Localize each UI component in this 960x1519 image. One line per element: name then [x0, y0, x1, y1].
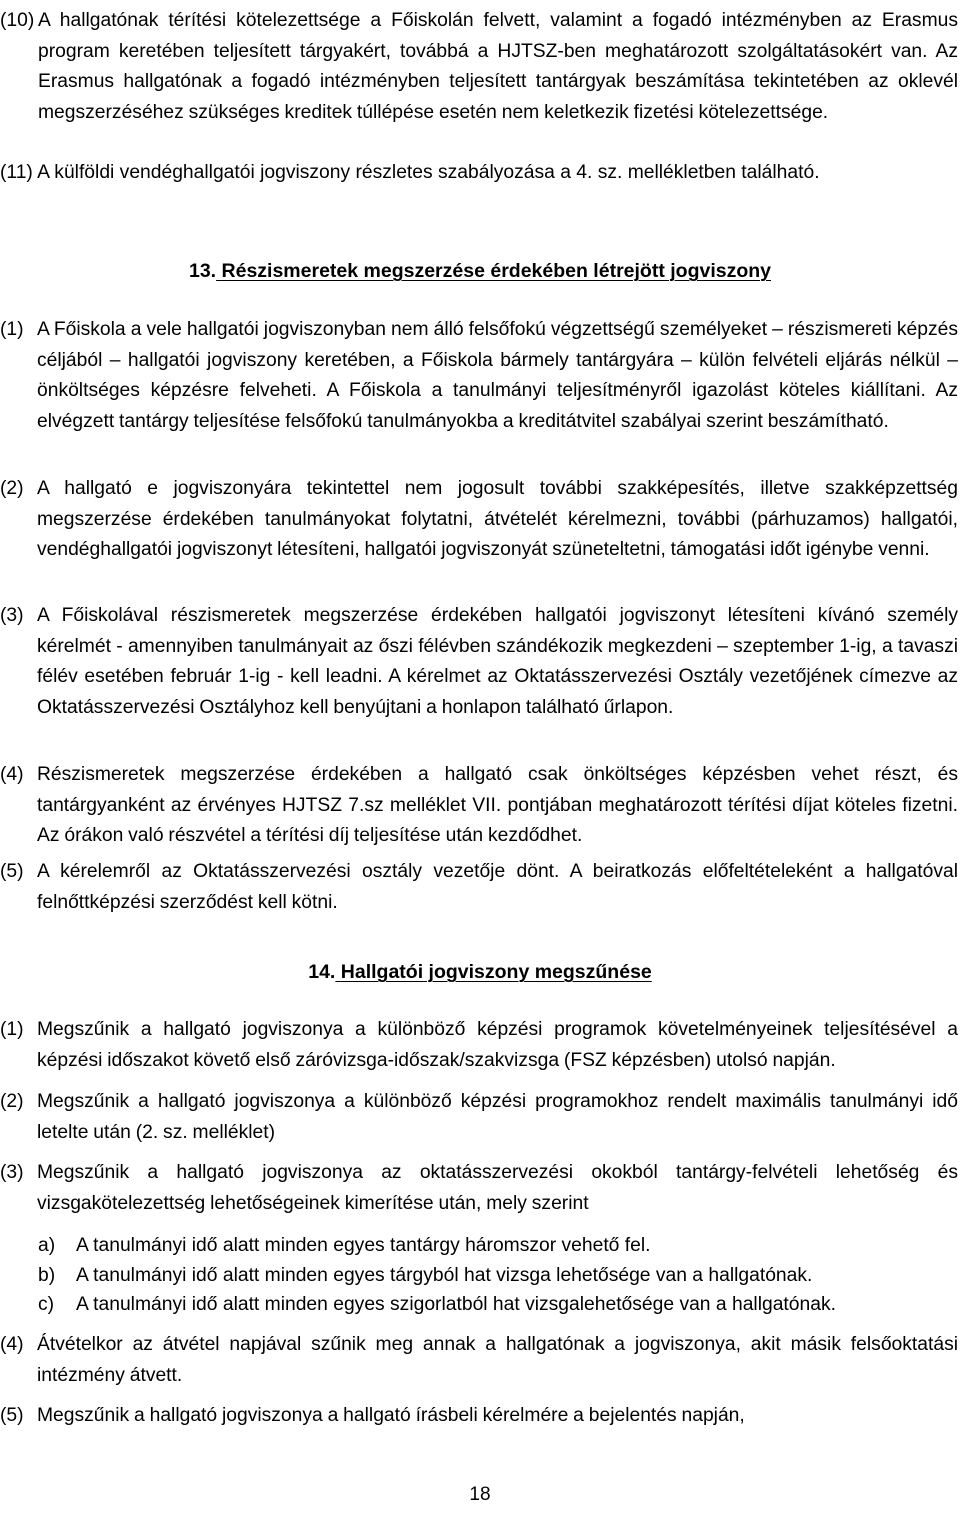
s14-item-3 [0, 1158, 958, 1219]
item-number: (4) [0, 1334, 24, 1355]
item-text: Megszűnik a hallgató jogviszonya a hallgató írásbeli kérelmére a bejelentés napján, [37, 1405, 745, 1426]
item-number: (3) [0, 1162, 24, 1183]
item-number: (3) [0, 605, 24, 626]
page-number: 18 [469, 1484, 491, 1505]
item-number: (2) [0, 1091, 24, 1112]
item-text: Átvételkor az átvétel napjával szűnik meg annak a hallgatónak a jogviszonya, akit másik felsőoktatási intézmény átvett. [37, 1334, 958, 1386]
item-text: Megszűnik a hallgató jogviszonya a különböző képzési programok követelményeinek teljesítésével a képzési időszakot követő első záróvizsga-időszak/szakvizsga (FSZ képzésben) utolsó napján. [37, 1019, 958, 1071]
section-title: Hallgatói jogviszony megszűnése [340, 961, 652, 983]
s14-item-2 [0, 1087, 958, 1148]
paragraph-number: (10) [0, 10, 35, 31]
item-text: A kérelemről az Oktatásszervezési osztály vezetője dönt. A beiratkozás előfeltételeként a hallgatóval felnőttképzési szerződést kell kötni. [37, 861, 958, 913]
item-text: A Főiskola a vele hallgatói jogviszonyban nem álló felsőfokú végzettségű személyeket – részismereti képzés céljából – hallgatói jogviszony keretében, a Főiskola bármely tantárgyára – külön felvételi eljárás nélkül – önköltséges képzésre felveheti. A Főiskola a tanulmányi teljesítményről igazolást köteles kiállítani. Az elvégzett tantárgy teljesítése felsőfokú tanulmányokba a kreditátvitel szabályai szerint beszámítható. [37, 319, 958, 432]
s14-subitem-c [38, 1290, 958, 1321]
section-13-heading [0, 256, 960, 286]
section-number: 13. [188, 260, 217, 282]
subitem-label: c) [38, 1294, 55, 1315]
item-text: A Főiskolával részismeretek megszerzése érdekében hallgatói jogviszonyt létesíteni kívánó személy kérelmét - amennyiben tanulmányait az őszi félévben szándékozik megkezdeni – szeptember 1-ig, a tavaszi félév esetében február 1-ig - kell leadni. A kérelmet az Oktatásszervezési Osztály vezetőjének címezve az Oktatásszervezési Osztályhoz kell benyújtani a honlapon található űrlapon. [37, 605, 958, 718]
s13-item-5 [0, 857, 958, 918]
item-text: Részismeretek megszerzése érdekében a hallgató csak önköltséges képzésben vehet részt, és tantárgyanként az érvényes HJTSZ 7.sz melléklet VII. pontjában meghatározott térítési díjat köteles fizetni. Az órákon való részvétel a térítési díj teljesítése után kezdődhet. [37, 764, 958, 846]
subitem-label: a) [38, 1235, 56, 1256]
section-14-heading [0, 957, 960, 987]
item-number: (2) [0, 478, 24, 499]
subitem-text: A tanulmányi idő alatt minden egyes tárgyból hat vizsga lehetősége van a hallgatónak. [76, 1265, 813, 1286]
item-text: A hallgató e jogviszonyára tekintettel nem jogosult további szakképesítés, illetve szakképzettség megszerzése érdekében tanulmányokat folytatni, átvételét kérelmezni, további (párhuzamos) hallgatói, vendéghallgatói jogviszonyt létesíteni, hallgatói jogviszonyát szüneteltetni, támogatási időt igénybe venni. [37, 478, 958, 560]
item-number: (1) [0, 1019, 24, 1040]
s13-item-1 [0, 315, 958, 437]
section-title: Részismeretek megszerzése érdekében létrejött jogviszony [221, 260, 772, 282]
section-number: 14. [308, 961, 336, 983]
item-number: (5) [0, 861, 24, 882]
subitem-label: b) [38, 1265, 56, 1286]
item-number: (1) [0, 319, 24, 340]
s13-item-4 [0, 760, 958, 852]
item-text: Megszűnik a hallgató jogviszonya a különböző képzési programokhoz rendelt maximális tanulmányi idő letelte után (2. sz. melléklet) [37, 1091, 958, 1143]
paragraph-10 [0, 6, 958, 128]
s13-item-3 [0, 601, 958, 723]
item-number: (5) [0, 1405, 24, 1426]
item-number: (4) [0, 764, 24, 785]
s13-item-2 [0, 474, 958, 566]
paragraph-text: A hallgatónak térítési kötelezettsége a Főiskolán felvett, valamint a fogadó intézményben az Erasmus program keretében teljesített tárgyakért, továbbá a HJTSZ-ben meghatározott szolgáltatásokért van. Az Erasmus hallgatónak a fogadó intézményben teljesített tantárgyak beszámítása tekintetében az oklevél megszerzéséhez szükséges kreditek túllépése esetén nem keletkezik fizetési kötelezettsége. [38, 10, 958, 123]
s14-item-1 [0, 1015, 958, 1076]
s14-subitem-b [38, 1261, 958, 1292]
s14-item-4 [0, 1330, 958, 1391]
subitem-text: A tanulmányi idő alatt minden egyes tantárgy háromszor vehető fel. [76, 1235, 651, 1256]
s14-item-5 [0, 1401, 958, 1432]
s14-subitem-a [38, 1231, 958, 1262]
item-text: Megszűnik a hallgató jogviszonya az oktatásszervezési okokból tantárgy-felvételi lehetőség és vizsgakötelezettség lehetőségeinek kimerítése után, mely szerint [37, 1162, 958, 1214]
subitem-text: A tanulmányi idő alatt minden egyes szigorlatból hat vizsgalehetősége van a hallgatónak. [76, 1294, 836, 1315]
paragraph-11: (11) A külföldi vendéghallgatói jogviszony részletes szabályozása a 4. sz. mellékletben található. [0, 162, 820, 183]
